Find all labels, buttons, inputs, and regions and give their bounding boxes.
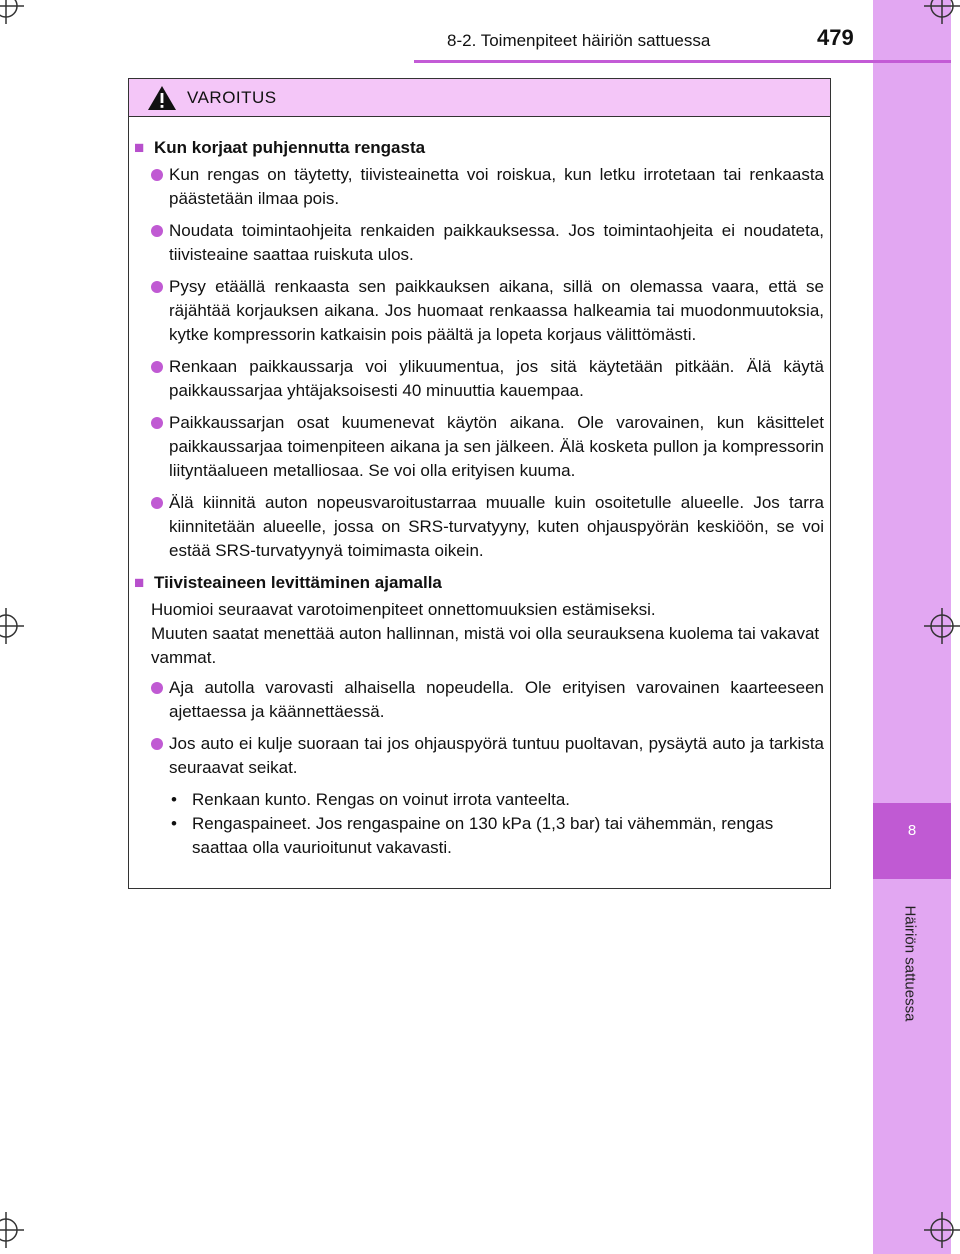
round-bullet-icon xyxy=(151,361,163,373)
sub-list-item: • Rengaspaineet. Jos rengaspaine on 130 kPa (1,3 bar) tai vähemmän, rengas saattaa olla vaurioitunut vakavasti. xyxy=(171,812,824,860)
page-number: 479 xyxy=(817,25,854,50)
list-item: Paikkaussarjan osat kuumenevat käytön aikana. Ole varovainen, kun käsittelet paikkaussarjaa toimenpiteen aikana ja sen jälkeen. Älä kosketa pullon ja kompressorin liityntäalueen metalliosaa. Se voi olla erityisen kuuma. xyxy=(151,411,824,483)
list-item: Kun rengas on täytetty, tiivisteainetta voi roiskua, kun letku irrotetaan tai renkaasta päästetään ilmaa pois. xyxy=(151,163,824,211)
warning-triangle-icon xyxy=(147,85,177,111)
warning-title: VAROITUS xyxy=(187,87,277,107)
registration-mark-icon xyxy=(924,1212,960,1248)
square-bullet-icon: ■ xyxy=(134,573,145,592)
registration-mark-icon xyxy=(0,608,24,644)
list-item: Jos auto ei kulje suoraan tai jos ohjauspyörä tuntuu puoltavan, pysäytä auto ja tarkista seuraavat seikat. xyxy=(151,732,824,780)
round-bullet-icon xyxy=(151,169,163,181)
small-dot-icon: • xyxy=(171,790,177,809)
section-intro: Huomioi seuraavat varotoimenpiteet onnettomuuksien estämiseksi. Muuten saatat menettää auton hallinnan, mistä voi olla seurauksena kuolema tai vakavat vammat. xyxy=(151,600,820,667)
round-bullet-icon xyxy=(151,225,163,237)
round-bullet-icon xyxy=(151,281,163,293)
round-bullet-icon xyxy=(151,682,163,694)
header-rule xyxy=(414,60,951,63)
warning-header xyxy=(129,79,830,117)
registration-mark-icon xyxy=(924,608,960,644)
square-bullet-icon: ■ xyxy=(134,138,145,157)
list-item: Älä kiinnitä auton nopeusvaroitustarraa muualle kuin osoitetulle alueelle. Jos tarra kiinnitetään alueelle, jossa on SRS-turvatyyny, kuten ohjauspyörän keskiöön, se voi estää SRS-turvatyynyä toimimasta oikein. xyxy=(151,491,824,563)
warning-box xyxy=(128,78,831,889)
chapter-number: 8 xyxy=(907,822,917,839)
sub-list xyxy=(171,788,824,860)
registration-mark-icon xyxy=(0,0,24,24)
warning-body xyxy=(129,117,830,860)
list-item: Noudata toimintaohjeita renkaiden paikkauksessa. Jos toimintaohjeita ei noudateta, tiivisteaine saattaa ruiskuta ulos. xyxy=(151,219,824,267)
round-bullet-icon xyxy=(151,497,163,509)
chapter-number-block xyxy=(873,803,951,879)
registration-mark-icon xyxy=(924,0,960,24)
sub-list-item: • Renkaan kunto. Rengas on voinut irrota vanteelta. xyxy=(171,788,824,812)
registration-mark-icon xyxy=(0,1212,24,1248)
section-heading: ■ Kun korjaat puhjennutta rengasta xyxy=(134,136,824,160)
chapter-label: Häiriön sattuessa xyxy=(901,905,919,1021)
section-heading: ■ Tiivisteaineen levittäminen ajamalla xyxy=(134,571,824,595)
list-item: Pysy etäällä renkaasta sen paikkauksen aikana, sillä on olemassa vaara, että se räjähtää korjauksen aikana. Jos huomaat renkaassa halkeamia tai muodonmuutoksia, kytke kompressorin katkaisin pois päältä ja lopeta korjaus välittömästi. xyxy=(151,275,824,347)
round-bullet-icon xyxy=(151,738,163,750)
round-bullet-icon xyxy=(151,417,163,429)
small-dot-icon: • xyxy=(171,814,177,833)
list-item: Renkaan paikkaussarja voi ylikuumentua, jos sitä käytetään pitkään. Älä käytä paikkaussarjaa yhtäjaksoisesti 40 minuuttia kauempaa. xyxy=(151,355,824,403)
list-item: Aja autolla varovasti alhaisella nopeudella. Ole erityisen varovainen kaarteeseen ajettaessa ja käännettäessä. xyxy=(151,676,824,724)
section-title: 8-2. Toimenpiteet häiriön sattuessa xyxy=(447,31,711,50)
